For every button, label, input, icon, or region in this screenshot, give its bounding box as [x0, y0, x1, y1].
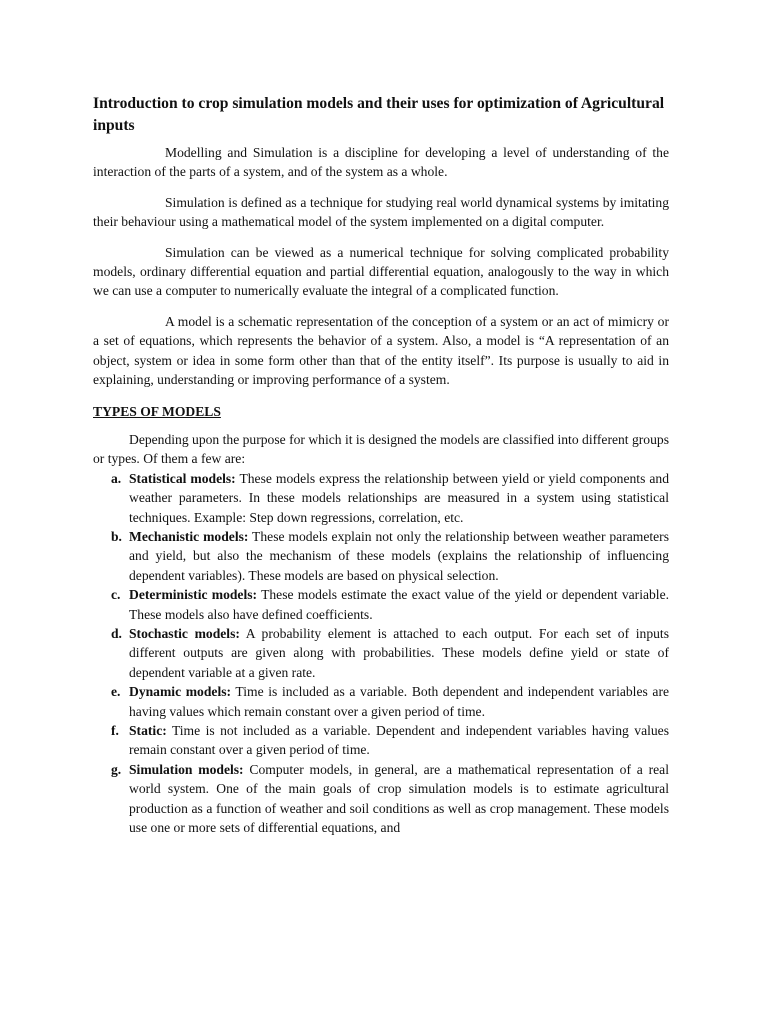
- list-item-text: Time is not included as a variable. Dependent and independent variables having values remain constant over a given period of time.: [129, 722, 669, 758]
- list-item: [93, 721, 669, 760]
- list-item-text: Time is included as a variable. Both dependent and independent variables are having values which remain constant over a given period of time.: [129, 684, 670, 719]
- list-item-text: Computer models, in general, are a mathematical representation of a real world system. One of the main goals of crop simulation models is to estimate agricultural production as a function of weather and soil conditions as well as crop management. These models use one or more sets of differential equations, and: [129, 761, 669, 835]
- list-item: [93, 624, 669, 682]
- section-heading: TYPES OF MODELS: [93, 404, 221, 420]
- list-item-text: A probability element is attached to each output. For each set of inputs different outputs are given along with probabilities. These models define yield or state of dependent variable at a given rate.: [129, 625, 670, 680]
- list-marker: d.: [111, 625, 122, 641]
- list-item-text: These models express the relationship between yield or yield components and weather parameters. In these models relationships are measured in a system using statistical techniques. Example: Step down regressions, correlation, etc.: [129, 470, 669, 525]
- list-item-term: Deterministic models:: [129, 587, 258, 603]
- list-item-term: Mechanistic models:: [129, 528, 249, 544]
- list-item-term: Static:: [129, 722, 167, 738]
- paragraph-modelling: Modelling and Simulation is a discipline for developing a level of understanding of the interaction of the parts of a system, and of the system as a whole.: [93, 145, 669, 180]
- list-item: [93, 469, 669, 527]
- list-item-term: Stochastic models:: [129, 625, 240, 641]
- document-title: Introduction to crop simulation models and their uses for optimization of Agricultural inputs: [93, 95, 665, 134]
- list-item-term: Dynamic models:: [129, 684, 232, 700]
- list-item: [93, 760, 669, 838]
- list-item-term: Statistical models:: [129, 470, 236, 486]
- list-item-term: Simulation models:: [129, 761, 244, 777]
- list-item: [93, 682, 669, 721]
- list-marker: f.: [111, 722, 119, 738]
- list-marker: c.: [111, 587, 121, 603]
- list-marker: e.: [111, 684, 121, 700]
- section-intro: Depending upon the purpose for which it is designed the models are classified into different groups or types. Of them a few are:: [93, 431, 669, 467]
- list-item-text: These models estimate the exact value of the yield or dependent variable. These models also have defined coefficients.: [129, 587, 670, 622]
- model-types-list: [93, 469, 669, 838]
- document-page: [93, 93, 669, 837]
- list-marker: a.: [111, 470, 122, 486]
- paragraph-simulation-numerical: Simulation can be viewed as a numerical technique for solving complicated probability models, ordinary differential equation and partial differential equation, analogously to the way in which we can use a computer to numerically evaluate the integral of a complicated function.: [93, 244, 669, 299]
- list-marker: g.: [111, 761, 122, 777]
- list-item: [93, 585, 669, 624]
- list-item-text: These models explain not only the relationship between weather parameters and yield, but also the mechanism of these models (explains the relationship of influencing dependent variables). These models are based on physical selection.: [129, 528, 669, 583]
- list-item: [93, 527, 669, 585]
- paragraph-simulation-definition: Simulation is defined as a technique for studying real world dynamical systems by imitating their behaviour using a mathematical model of the system implemented on a digital computer.: [93, 194, 669, 230]
- paragraph-model-definition: A model is a schematic representation of the conception of a system or an act of mimicry or a set of equations, which represents the behavior of a system. Also, a model is “A representation of an object, system or idea in some form other than that of the entity itself”. Its purpose is usually to aid in explaining, understanding or improving performance of a system.: [93, 313, 669, 388]
- list-marker: b.: [111, 528, 122, 544]
